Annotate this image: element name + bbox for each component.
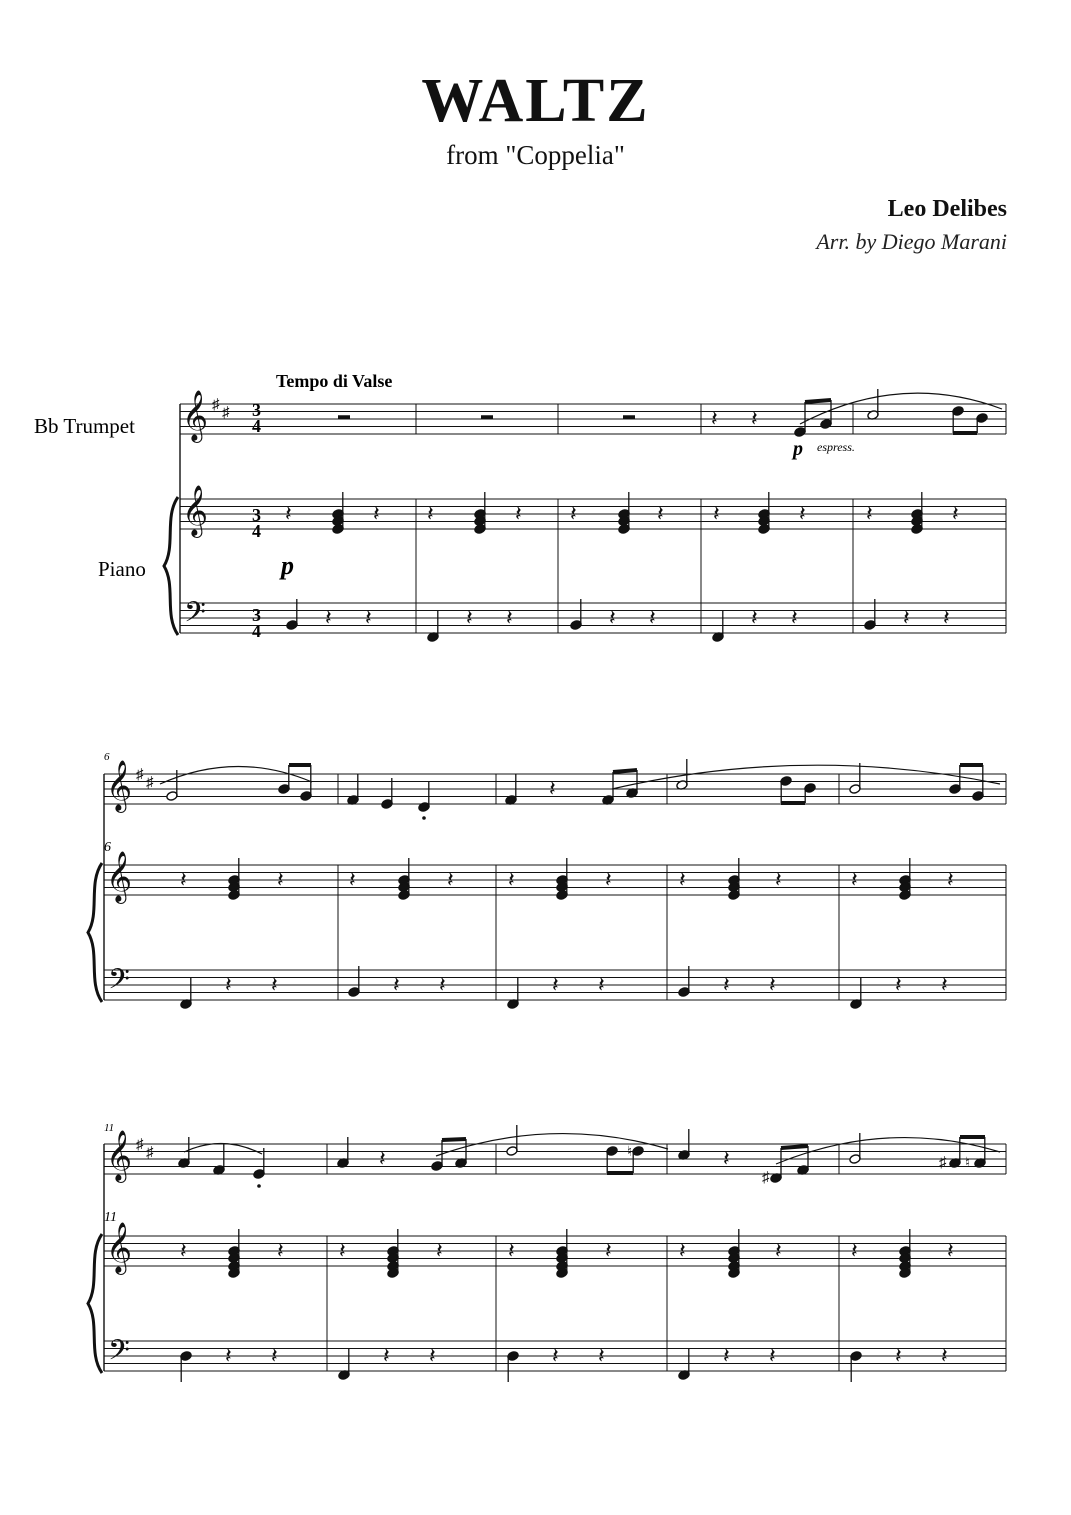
time-sig-top: 3 [252, 505, 261, 525]
quarter-rest: 𝄽 [713, 501, 720, 526]
quarter-rest: 𝄽 [943, 605, 950, 630]
beam [613, 770, 637, 772]
quarter-rest: 𝄽 [271, 1343, 278, 1368]
quarter-rest: 𝄽 [285, 501, 292, 526]
beam [442, 1139, 466, 1140]
key-sharp-c: ♯ [222, 405, 230, 421]
staccato-dot [257, 1184, 261, 1188]
note [794, 427, 806, 438]
quarter-rest: 𝄽 [947, 1238, 954, 1263]
quarter-rest: 𝄽 [349, 867, 356, 892]
natural-sign: ♮ [965, 1156, 971, 1171]
quarter-rest: 𝄽 [508, 1238, 515, 1263]
quarter-rest: 𝄽 [952, 501, 959, 526]
quarter-rest: 𝄽 [383, 1343, 390, 1368]
treble-clef: 𝄞 [106, 852, 133, 901]
quarter-rest: 𝄽 [552, 1343, 559, 1368]
piano-brace [88, 863, 102, 1002]
key-sharp-f: ♯ [212, 397, 220, 413]
time-sig-bottom: 4 [252, 621, 261, 641]
quarter-rest: 𝄽 [947, 867, 954, 892]
measure-number: 11 [104, 1210, 117, 1225]
quarter-rest: 𝄽 [851, 1238, 858, 1263]
bass-clef: 𝄢 [108, 1336, 130, 1373]
quarter-rest: 𝄽 [439, 972, 446, 997]
quarter-rest: 𝄽 [180, 867, 187, 892]
quarter-rest: 𝄽 [723, 972, 730, 997]
quarter-rest: 𝄽 [941, 972, 948, 997]
quarter-rest: 𝄽 [373, 501, 380, 526]
quarter-rest: 𝄽 [799, 501, 806, 526]
time-sig-bottom: 4 [252, 416, 261, 436]
quarter-rest: 𝄽 [895, 1343, 902, 1368]
quarter-rest: 𝄽 [271, 972, 278, 997]
quarter-rest: 𝄽 [365, 605, 372, 630]
quarter-rest: 𝄽 [549, 776, 556, 801]
dynamic-trumpet: p [793, 438, 803, 460]
quarter-rest: 𝄽 [605, 867, 612, 892]
treble-clef: 𝄞 [106, 761, 133, 810]
quarter-rest: 𝄽 [903, 605, 910, 630]
measure-number: 11 [104, 1122, 115, 1134]
note [431, 1161, 443, 1172]
key-sharp-c: ♯ [146, 1145, 154, 1161]
tempo-marking: Tempo di Valse [276, 371, 393, 391]
treble-clef: 𝄞 [182, 486, 209, 535]
quarter-rest: 𝄽 [657, 501, 664, 526]
quarter-rest: 𝄽 [180, 1238, 187, 1263]
dynamic-piano: p [281, 551, 294, 580]
quarter-rest: 𝄽 [225, 972, 232, 997]
quarter-rest: 𝄽 [679, 867, 686, 892]
treble-clef: 𝄞 [182, 391, 209, 440]
key-sharp-c: ♯ [146, 775, 154, 791]
quarter-rest: 𝄽 [769, 1343, 776, 1368]
quarter-rest: 𝄽 [941, 1343, 948, 1368]
quarter-rest: 𝄽 [775, 1238, 782, 1263]
key-sharp-f: ♯ [136, 1137, 144, 1153]
quarter-rest: 𝄽 [429, 1343, 436, 1368]
quarter-rest: 𝄽 [723, 1343, 730, 1368]
quarter-rest: 𝄽 [508, 867, 515, 892]
measure-number: 6 [104, 840, 111, 855]
quarter-rest: 𝄽 [466, 605, 473, 630]
quarter-rest: 𝄽 [866, 501, 873, 526]
slur [184, 1143, 262, 1154]
quarter-rest: 𝄽 [769, 972, 776, 997]
multi-rest [481, 415, 493, 419]
quarter-rest: 𝄽 [598, 1343, 605, 1368]
quarter-rest: 𝄽 [570, 501, 577, 526]
instrument-label-piano: Piano [98, 557, 146, 581]
staccato-dot [422, 816, 426, 820]
quarter-rest: 𝄽 [393, 972, 400, 997]
arranger-credit: Arr. by Diego Marani [816, 229, 1007, 254]
piano-brace [88, 1234, 102, 1373]
composer-name: Leo Delibes [887, 196, 1007, 222]
note [820, 419, 832, 430]
quarter-rest: 𝄽 [751, 605, 758, 630]
piece-subtitle: from "Coppelia" [446, 140, 625, 170]
natural-sign: ♮ [627, 1145, 633, 1160]
quarter-rest: 𝄽 [751, 406, 758, 431]
quarter-rest: 𝄽 [609, 605, 616, 630]
quarter-rest: 𝄽 [325, 605, 332, 630]
quarter-rest: 𝄽 [277, 1238, 284, 1263]
beam [781, 1146, 808, 1148]
quarter-rest: 𝄽 [605, 1238, 612, 1263]
beam [805, 400, 831, 402]
quarter-rest: 𝄽 [379, 1146, 386, 1171]
instrument-label-trumpet: Bb Trumpet [34, 414, 135, 438]
quarter-rest: 𝄽 [277, 867, 284, 892]
quarter-rest: 𝄽 [225, 1343, 232, 1368]
bass-clef: 𝄢 [184, 598, 206, 635]
treble-clef: 𝄞 [106, 1223, 133, 1272]
piano-brace [164, 497, 178, 635]
time-sig-top: 3 [252, 605, 261, 625]
quarter-rest: 𝄽 [436, 1238, 443, 1263]
sharp-accidental: ♯ [762, 1170, 770, 1186]
quarter-rest: 𝄽 [552, 972, 559, 997]
quarter-rest: 𝄽 [506, 605, 513, 630]
quarter-rest: 𝄽 [447, 867, 454, 892]
quarter-rest: 𝄽 [598, 972, 605, 997]
quarter-rest: 𝄽 [723, 1146, 730, 1171]
bass-clef: 𝄢 [108, 965, 130, 1002]
key-sharp-f: ♯ [136, 767, 144, 783]
treble-clef: 𝄞 [106, 1131, 133, 1180]
quarter-rest: 𝄽 [515, 501, 522, 526]
quarter-rest: 𝄽 [711, 406, 718, 431]
quarter-rest: 𝄽 [679, 1238, 686, 1263]
time-sig-top: 3 [252, 400, 261, 420]
piece-title: WALTZ [421, 67, 650, 135]
quarter-rest: 𝄽 [895, 972, 902, 997]
quarter-rest: 𝄽 [339, 1238, 346, 1263]
multi-rest [338, 415, 350, 419]
expression-marking: espress. [817, 440, 855, 454]
notation-graphics [88, 389, 1006, 1382]
measure-number: 6 [104, 751, 110, 763]
sharp-accidental: ♯ [939, 1155, 947, 1171]
quarter-rest: 𝄽 [851, 867, 858, 892]
multi-rest [623, 415, 635, 419]
time-sig-bottom: 4 [252, 521, 261, 541]
quarter-rest: 𝄽 [427, 501, 434, 526]
quarter-rest: 𝄽 [775, 867, 782, 892]
quarter-rest: 𝄽 [791, 605, 798, 630]
quarter-rest: 𝄽 [649, 605, 656, 630]
